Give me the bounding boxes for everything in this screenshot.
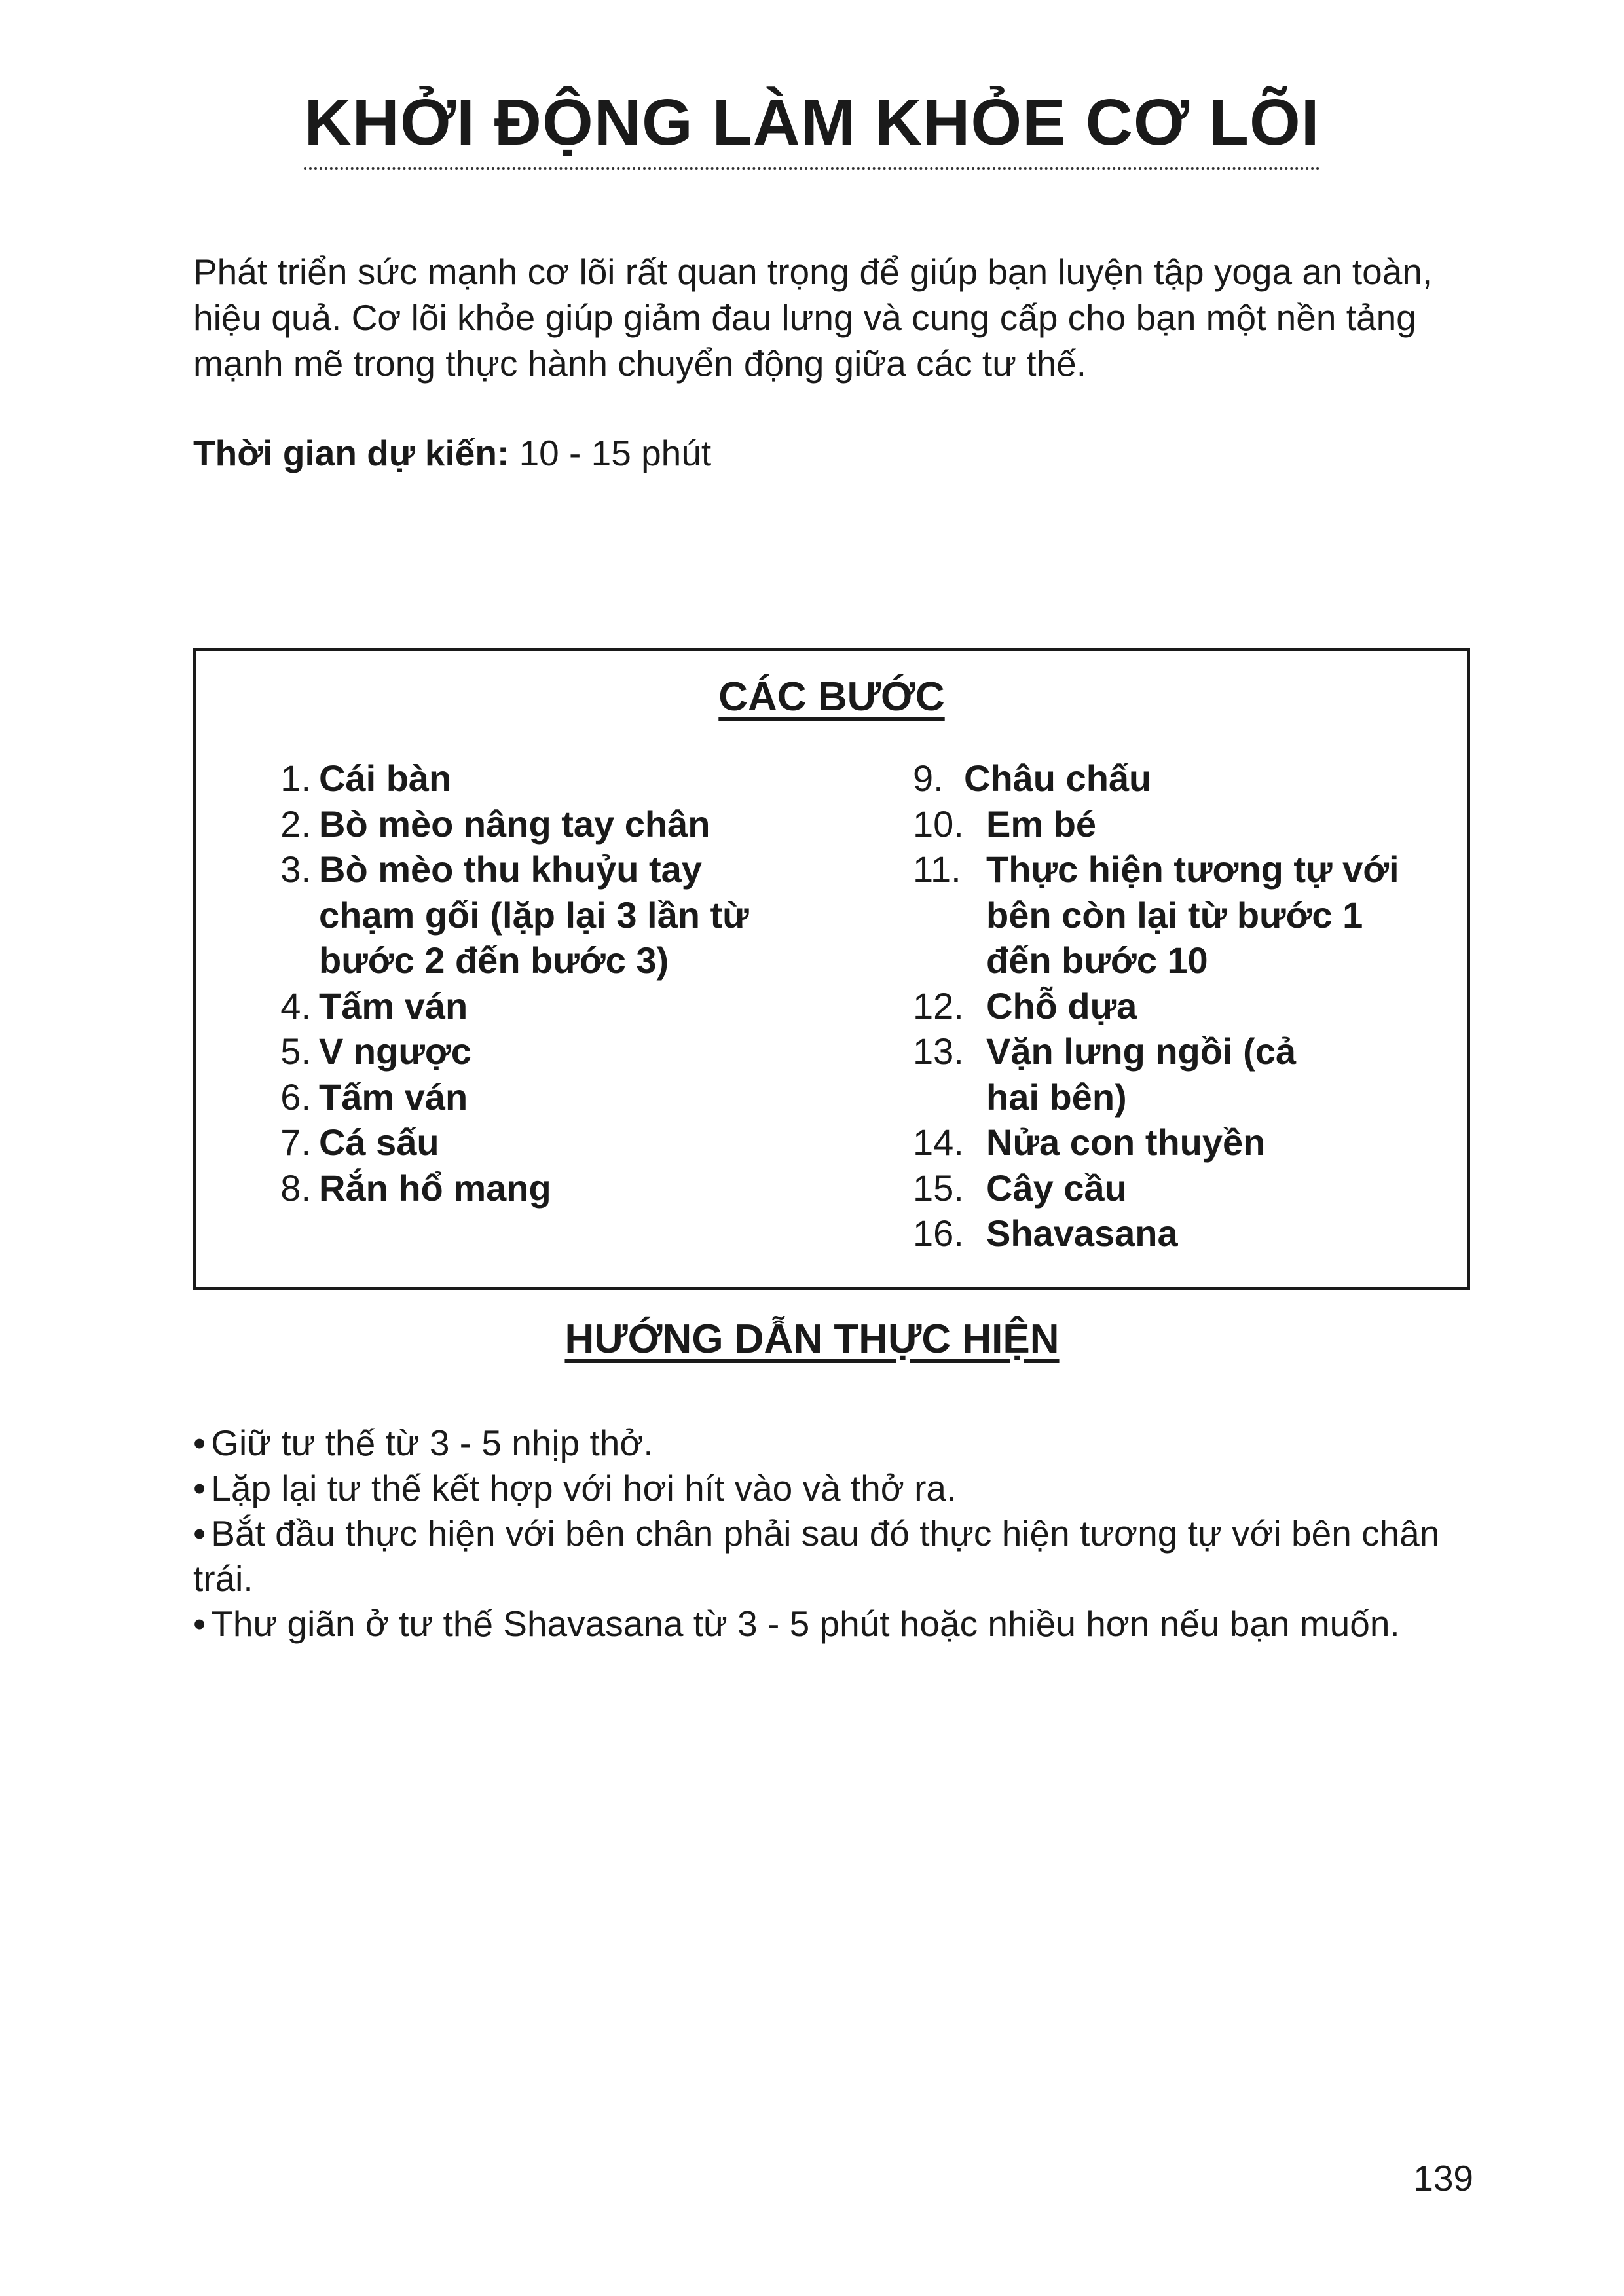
step-item: [268, 983, 831, 1029]
steps-list-right: [913, 756, 1450, 1256]
steps-list-left: [268, 756, 831, 1211]
step-number: 11.: [913, 848, 961, 890]
duration-label: Thời gian dự kiến:: [193, 433, 509, 473]
step-number: 1.: [280, 757, 311, 799]
step-text: Cái bàn: [319, 757, 452, 799]
step-number: 15.: [913, 1167, 964, 1209]
guide-item: • Bắt đầu thực hiện với bên chân phải sau đó thực hiện tương tự với bên chân trái.: [193, 1511, 1496, 1601]
step-text: Thực hiện tương tự với bên còn lại từ bước 1 đến bước 10: [986, 848, 1399, 981]
step-text: Vặn lưng ngồi (cả hai bên): [986, 1030, 1297, 1118]
step-text: Nửa con thuyền: [986, 1121, 1266, 1163]
step-item: [913, 1211, 1450, 1256]
step-item: [268, 1165, 831, 1211]
step-text: V ngược: [319, 1030, 471, 1072]
step-number: 16.: [913, 1212, 964, 1254]
step-number: 6.: [280, 1076, 311, 1118]
step-number: 13.: [913, 1030, 964, 1072]
guide-item: • Thư giãn ở tư thế Shavasana từ 3 - 5 phút hoặc nhiều hơn nếu bạn muốn.: [193, 1601, 1496, 1647]
step-item: [268, 1074, 831, 1120]
step-number: 12.: [913, 985, 964, 1027]
step-item: [268, 756, 831, 801]
step-text: Rắn hổ mang: [319, 1167, 551, 1209]
step-item: [913, 1120, 1450, 1165]
page-title-wrap: [0, 85, 1624, 170]
step-item: [268, 801, 831, 847]
page-title: KHỞI ĐỘNG LÀM KHỎE CƠ LÕI: [304, 85, 1320, 170]
guide-title: HƯỚNG DẪN THỰC HIỆN: [564, 1317, 1060, 1362]
step-text: Cây cầu: [986, 1167, 1127, 1209]
step-item: [268, 1029, 831, 1074]
steps-title: CÁC BƯỚC: [718, 674, 945, 720]
steps-box: [193, 648, 1470, 1290]
step-item: [913, 1029, 1450, 1120]
duration-line: [193, 432, 711, 474]
step-item: [913, 847, 1450, 983]
step-number: 5.: [280, 1030, 311, 1072]
step-text: Bò mèo thu khuỷu tay chạm gối (lặp lại 3 lần từ bước 2 đến bước 3): [319, 848, 749, 981]
step-number: 14.: [913, 1121, 964, 1163]
step-number: 9.: [913, 757, 944, 799]
page-number: 139: [1413, 2158, 1473, 2198]
step-text: Cá sấu: [319, 1121, 439, 1163]
step-text: Tấm ván: [319, 985, 468, 1027]
step-item: [268, 1120, 831, 1165]
duration-value: 10 - 15 phút: [519, 433, 712, 473]
step-number: 4.: [280, 985, 311, 1027]
guide-item: • Lặp lại tư thế kết hợp với hơi hít vào và thở ra.: [193, 1466, 1496, 1511]
step-text: Tấm ván: [319, 1076, 468, 1118]
step-text: Shavasana: [986, 1212, 1178, 1254]
step-number: 2.: [280, 803, 311, 845]
step-item: [913, 756, 1450, 801]
step-number: 8.: [280, 1167, 311, 1209]
step-item: [268, 847, 831, 983]
step-item: [913, 983, 1450, 1029]
step-text: Bò mèo nâng tay chân: [319, 803, 710, 845]
guide-item: • Giữ tư thế từ 3 - 5 nhịp thở.: [193, 1421, 1496, 1466]
step-number: 3.: [280, 848, 311, 890]
step-text: Em bé: [986, 803, 1097, 845]
step-number: 10.: [913, 803, 964, 845]
step-text: Châu chấu: [964, 757, 1152, 799]
step-item: [913, 1165, 1450, 1211]
step-item: [913, 801, 1450, 847]
guide-list: [193, 1421, 1496, 1647]
step-number: 7.: [280, 1121, 311, 1163]
intro-paragraph: Phát triển sức mạnh cơ lõi rất quan trọng để giúp bạn luyện tập yoga an toàn, hiệu quả. Cơ lõi khỏe giúp giảm đau lưng và cung cấp cho bạn một nền tảng mạnh mẽ trong thực hành chuyển động giữa các tư thế.: [193, 251, 1433, 384]
step-text: Chỗ dựa: [986, 985, 1137, 1027]
